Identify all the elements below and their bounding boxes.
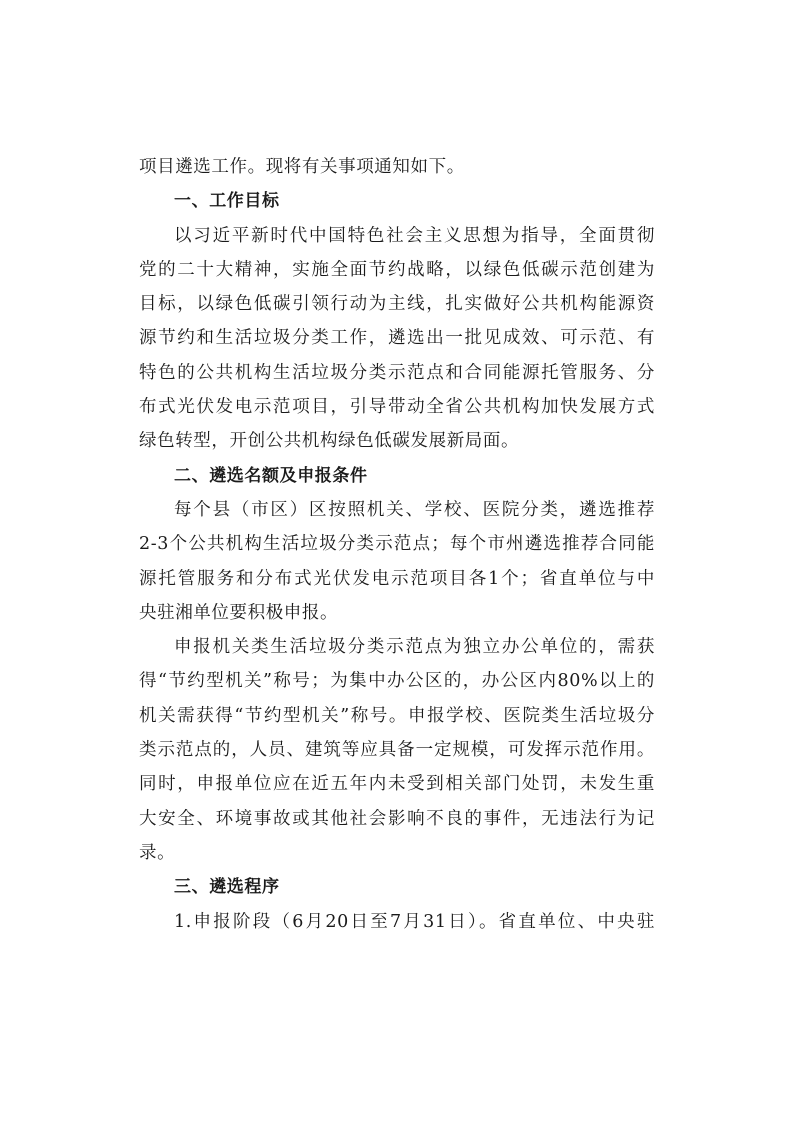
paragraph-line: 得“节约型机关”称号；为集中办公区的，办公区内80%以上的	[139, 671, 655, 692]
paragraph-line: 每个县（市区）区按照机关、学校、医院分类，遴选推荐	[174, 499, 655, 520]
paragraph-line: 以习近平新时代中国特色社会主义思想为指导，全面贯彻	[174, 225, 655, 246]
paragraph-line: 源节约和生活垃圾分类工作，遴选出一批见成效、可示范、有	[139, 328, 655, 349]
paragraph-line: 特色的公共机构生活垃圾分类示范点和合同能源托管服务、分	[139, 362, 655, 383]
paragraph-line: 录。	[139, 842, 176, 863]
paragraph-line: 机关需获得“节约型机关”称号。申报学校、医院类生活垃圾分	[139, 705, 655, 726]
paragraph-line: 党的二十大精神，实施全面节约战略，以绿色低碳示范创建为	[139, 259, 655, 280]
document-body	[139, 150, 655, 939]
paragraph-line: 大安全、环境事故或其他社会影响不良的事件，无违法行为记	[139, 808, 655, 829]
section-heading-quota-conditions: 二、遴选名额及申报条件	[174, 465, 368, 486]
paragraph-line: 1.申报阶段（6月20日至7月31日）。省直单位、中央驻	[174, 911, 655, 932]
section-heading-selection-procedure: 三、遴选程序	[174, 877, 280, 898]
paragraph-line: 布式光伏发电示范项目，引导带动全省公共机构加快发展方式	[139, 397, 655, 418]
paragraph-line: 源托管服务和分布式光伏发电示范项目各1个；省直单位与中	[139, 568, 655, 589]
section-heading-work-goal: 一、工作目标	[174, 191, 280, 212]
paragraph-line: 申报机关类生活垃圾分类示范点为独立办公单位的，需获	[174, 637, 655, 658]
paragraph-line: 同时，申报单位应在近五年内未受到相关部门处罚，未发生重	[139, 774, 655, 795]
paragraph-line: 类示范点的，人员、建筑等应具备一定规模，可发挥示范作用。	[139, 740, 655, 761]
paragraph-line: 2-3个公共机构生活垃圾分类示范点；每个市州遴选推荐合同能	[139, 534, 655, 555]
paragraph-line: 央驻湘单位要积极申报。	[139, 602, 339, 623]
paragraph-line: 目标，以绿色低碳引领行动为主线，扎实做好公共机构能源资	[139, 294, 655, 315]
intro-line: 项目遴选工作。现将有关事项通知如下。	[139, 157, 465, 177]
paragraph-line: 绿色转型，开创公共机构绿色低碳发展新局面。	[139, 431, 520, 452]
